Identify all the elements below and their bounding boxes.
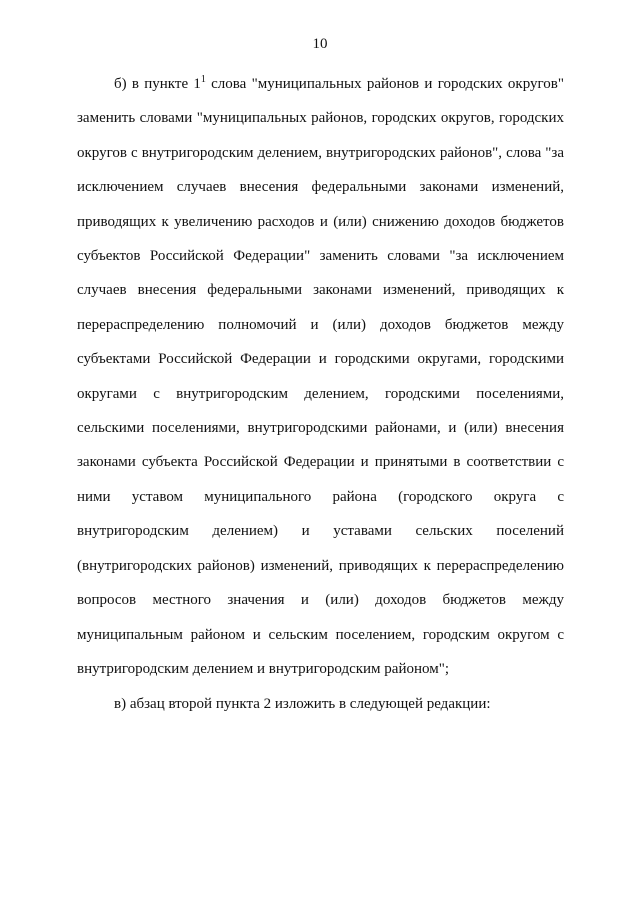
superscript-index: 1 <box>200 74 206 85</box>
page-number: 10 <box>312 36 328 52</box>
document-body <box>77 67 564 722</box>
paragraph-b-start: б) в пункте 1 <box>114 76 201 92</box>
paragraph-b <box>77 67 564 686</box>
paragraph-b-rest: слова "муниципальных районов и городских округов" заменить словами "муниципальных районов, городских округов, городских округов с внутригородским делением, внутригородских районов", слова "за исключением случаев внесения федеральными законами изменений, приводящих к увеличению расходов и (или) снижению доходов бюджетов субъектов Российской Федерации" заменить словами "за исключением случаев внесения федеральными законами изменений, приводящих к перераспределению полномочий и (или) доходов бюджетов между субъектами Российской Федерации и городскими округами, городскими округами с внутригородским делением, городскими поселениями, сельскими поселениями, внутригородскими районами, и (или) внесения законами субъекта Российской Федерации и принятыми в соответствии с ними уставом муниципального района (городского округа с внутригородским делением) и уставами сельских поселений (внутригородских районов) изменений, приводящих к перераспределению вопросов местного значения и (или) доходов бюджетов между муниципальным районом и сельским поселением, городским округом с внутригородским делением и внутригородским районом"; <box>77 76 564 677</box>
paragraph-v: в) абзац второй пункта 2 изложить в следующей редакции: <box>114 696 491 713</box>
